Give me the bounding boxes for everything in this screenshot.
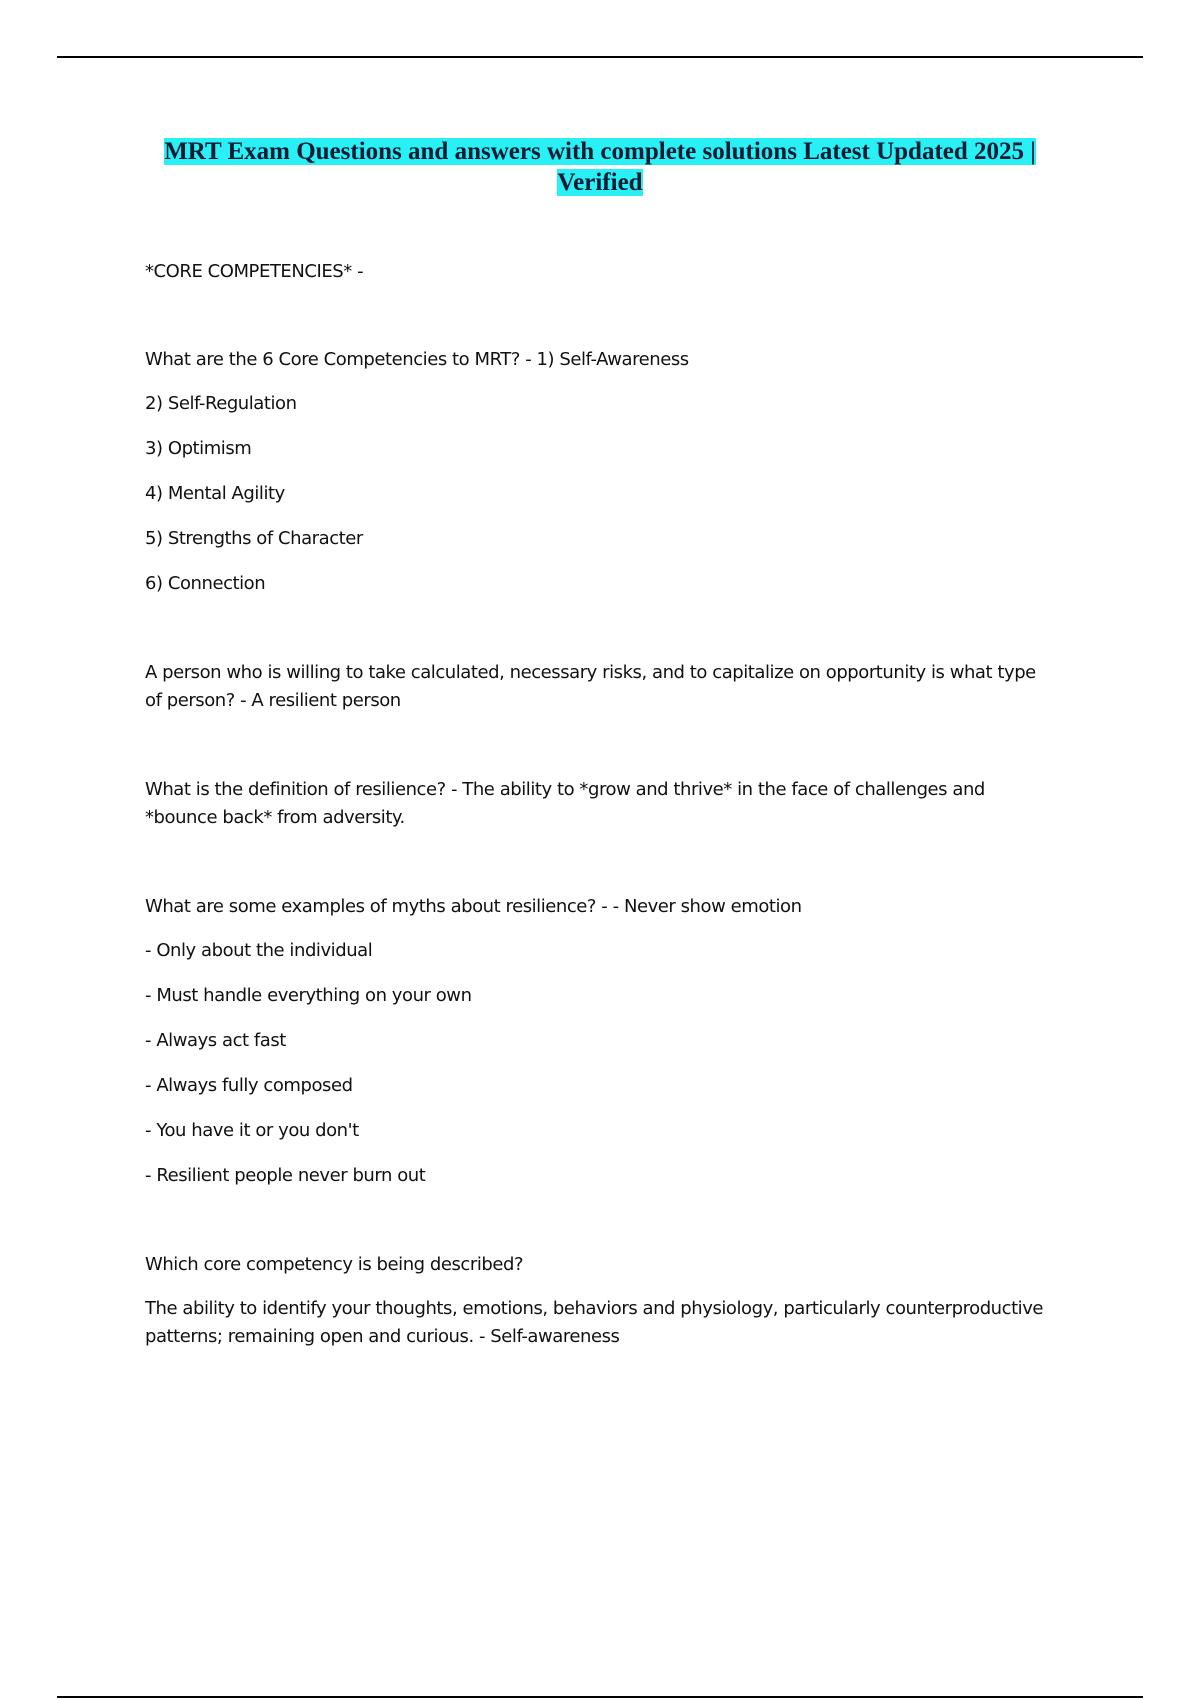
answer-item: 2) Self-Regulation — [145, 393, 297, 414]
answer-item: 5) Strengths of Character — [145, 528, 363, 549]
question-2-line-1: A person who is willing to take calculated, necessary risks, and to capitalize on opportunity is what type — [145, 662, 1036, 683]
question-5-line-2: patterns; remaining open and curious. - Self-awareness — [145, 1326, 620, 1347]
question-4: What are some examples of myths about resilience? - - Never show emotion — [145, 896, 802, 917]
answer-item: 4) Mental Agility — [145, 483, 285, 504]
question-2-line-2: of person? - A resilient person — [145, 690, 401, 711]
question-3-line-1: What is the definition of resilience? - The ability to *grow and thrive* in the face of challenges and — [145, 779, 985, 800]
myth-item: - You have it or you don't — [145, 1120, 359, 1141]
myth-item: - Resilient people never burn out — [145, 1165, 426, 1186]
question-5-line-1: The ability to identify your thoughts, emotions, behaviors and physiology, particularly counterproductive — [145, 1298, 1044, 1319]
question-1: What are the 6 Core Competencies to MRT? - 1) Self-Awareness — [145, 349, 689, 370]
document-title — [140, 136, 1060, 198]
title-line-2: Verified — [557, 169, 643, 196]
title-line-1: MRT Exam Questions and answers with complete solutions Latest Updated 2025 | — [164, 138, 1036, 165]
myth-item: - Always act fast — [145, 1030, 286, 1051]
myth-item: - Always fully composed — [145, 1075, 353, 1096]
myth-item: - Must handle everything on your own — [145, 985, 472, 1006]
question-2 — [145, 659, 1095, 715]
section-heading: *CORE COMPETENCIES* - — [145, 261, 364, 282]
question-3-line-2: *bounce back* from adversity. — [145, 807, 405, 828]
top-rule — [57, 56, 1143, 58]
myth-item: - Only about the individual — [145, 940, 373, 961]
bottom-rule — [57, 1696, 1143, 1698]
document-body — [145, 258, 1095, 1351]
question-5: Which core competency is being described? — [145, 1254, 524, 1275]
question-5-answer — [145, 1295, 1095, 1351]
answer-item: 3) Optimism — [145, 438, 252, 459]
answer-item: 6) Connection — [145, 573, 266, 594]
question-3 — [145, 776, 1095, 832]
